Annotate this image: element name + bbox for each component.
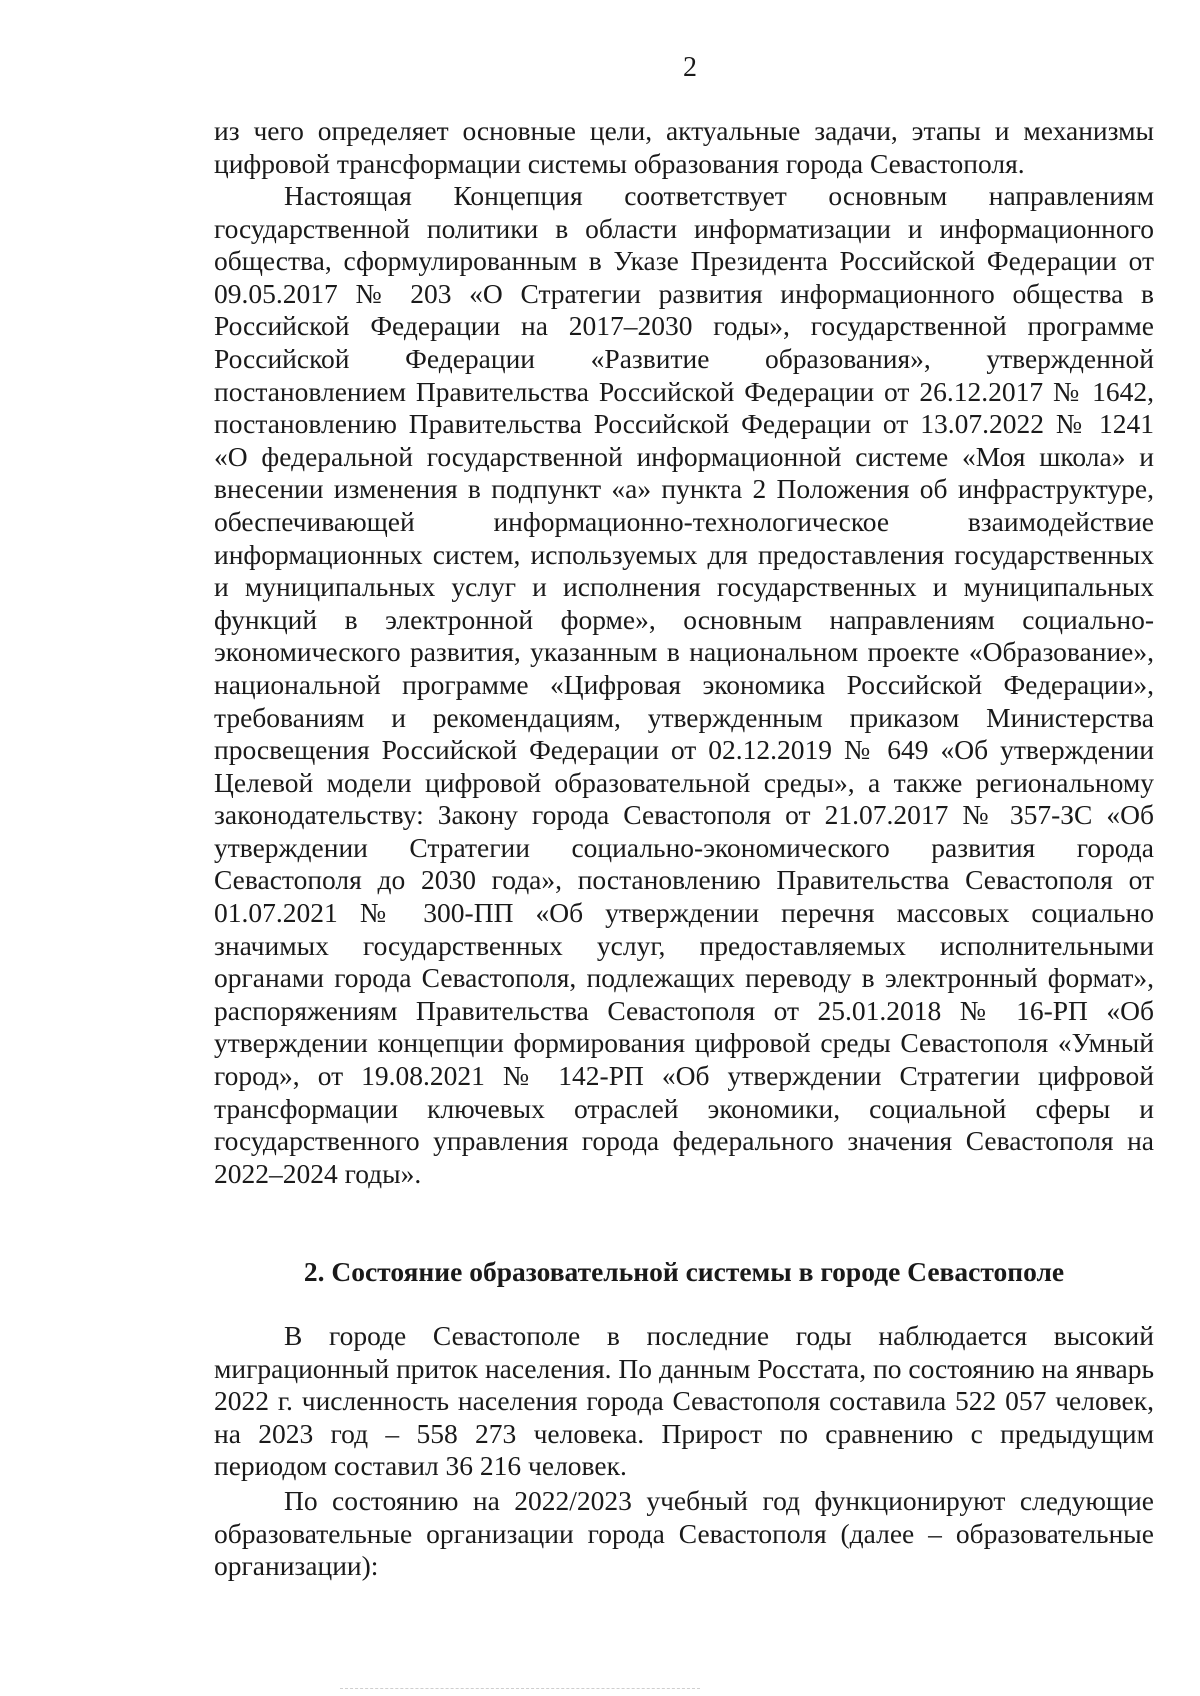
intro-paragraph-block bbox=[214, 115, 1154, 180]
concept-paragraph-block bbox=[214, 180, 1154, 1190]
organizations-paragraph-block bbox=[214, 1485, 1154, 1583]
intro-paragraph: из чего определяет основные цели, актуальные задачи, этапы и механизмы цифровой трансформации системы образования города Севастополя. bbox=[214, 115, 1154, 179]
section-heading: 2. Состояние образовательной системы в городе Севастополе bbox=[303, 1256, 1065, 1287]
bottom-scan-artifact bbox=[340, 1688, 700, 1695]
organizations-paragraph: По состоянию на 2022/2023 учебный год функционируют следующие образовательные организации города Севастополя (далее – образовательные организации): bbox=[214, 1485, 1154, 1582]
page-number: 2 bbox=[683, 52, 697, 83]
population-paragraph: В городе Севастополе в последние годы наблюдается высокий миграционный приток населения. По данным Росстата, по состоянию на январь 2022 г. численность населения города Севастополя составила 522 057 человек, на 2023 год – 558 273 человека. Прирост по сравнению с предыдущим периодом составил 36 216 человек. bbox=[214, 1320, 1154, 1482]
concept-paragraph: Настоящая Концепция соответствует основным направлениям государственной политики в области информатизации и информационного общества, сформулированным в Указе Президента Российской Федерации от 09.05.2017 № 203 «О Стратегии развития информационного общества в Российской Федерации на 2017–2030 годы», государственной программе Российской Федерации «Развитие образования», утвержденной постановлением Правительства Российской Федерации от 26.12.2017 № 1642, постановлению Правительства Российской Федерации от 13.07.2022 № 1241 «О федеральной государственной информационной системе «Моя школа» и внесении изменения в подпункт «а» пункта 2 Положения об инфраструктуре, обеспечивающей информационно-технологическое взаимодействие информационных систем, используемых для предоставления государственных и муниципальных услуг и исполнения государственных и муниципальных функций в электронной форме», основным направлениям социально-экономического развития, указанным в национальном проекте «Образование», национальной программе «Цифровая экономика Российской Федерации», требованиям и рекомендациям, утвержденным приказом Министерства просвещения Российской Федерации от 02.12.2019 № 649 «Об утверждении Целевой модели цифровой образовательной среды», а также региональному законодательству: Закону города Севастополя от 21.07.2017 № 357-ЗС «Об утверждении Стратегии социально-экономического развития города Севастополя до 2030 года», постановлению Правительства Севастополя от 01.07.2021 № 300-ПП «Об утверждении перечня массовых социально значимых государственных услуг, предоставляемых исполнительными органами города Севастополя, подлежащих переводу в электронный формат», распоряжениям Правительства Севастополя от 25.01.2018 № 16-РП «Об утверждении концепции формирования цифровой среды Севастополя «Умный город», от 19.08.2021 № 142-РП «Об утверждении Стратегии цифровой трансформации ключевых отраслей экономики, социальной сферы и государственного управления города федерального значения Севастополя на 2022–2024 годы». bbox=[214, 180, 1154, 1189]
population-paragraph-block bbox=[214, 1320, 1154, 1483]
